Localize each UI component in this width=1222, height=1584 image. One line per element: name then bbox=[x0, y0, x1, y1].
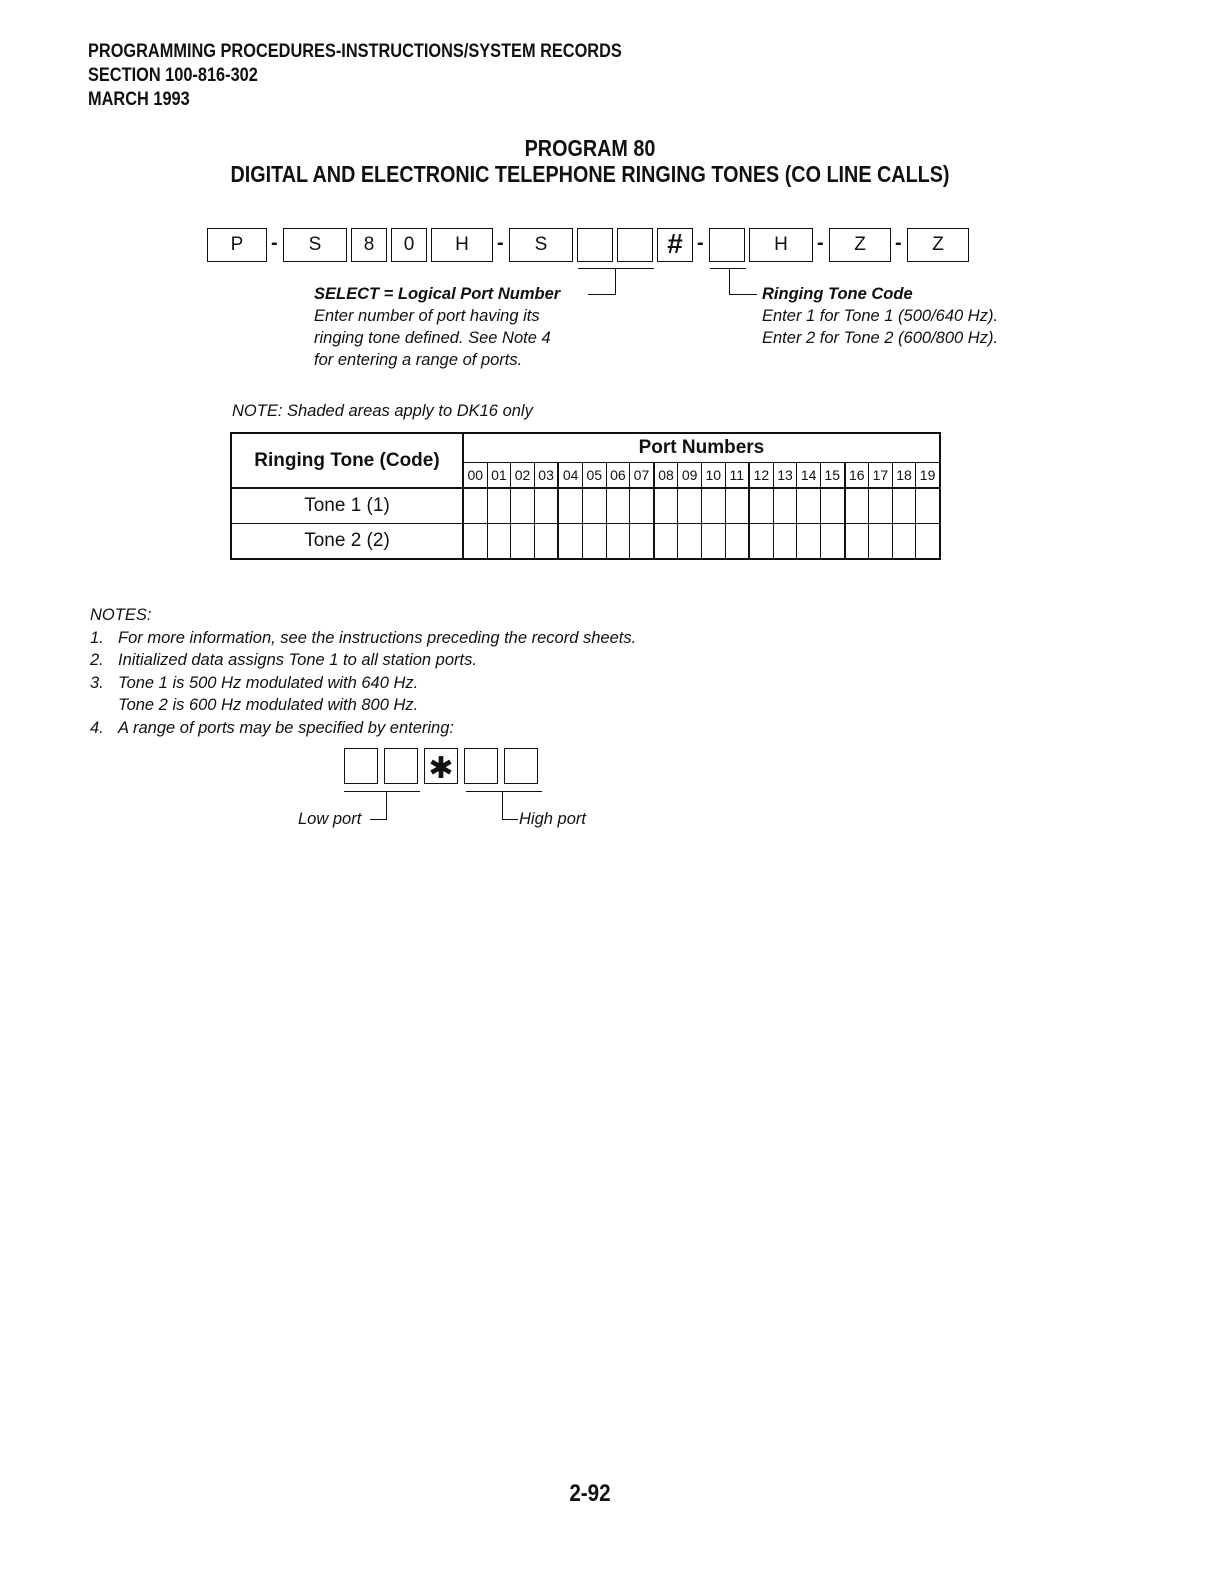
port-number: 12 bbox=[749, 463, 773, 489]
port-bracket bbox=[578, 268, 654, 269]
key-z: Z bbox=[829, 228, 891, 262]
entry-cell bbox=[582, 488, 606, 524]
entry-cell bbox=[678, 524, 702, 560]
entry-cell bbox=[463, 488, 487, 524]
entry-cell bbox=[916, 488, 940, 524]
port-number: 16 bbox=[845, 463, 869, 489]
low-leader-horizontal bbox=[370, 819, 387, 820]
port-number: 08 bbox=[654, 463, 678, 489]
key-z: Z bbox=[907, 228, 969, 262]
notes-list bbox=[90, 627, 636, 740]
page-number: 2-92 bbox=[569, 1480, 611, 1507]
entry-cell bbox=[630, 488, 654, 524]
key-8: 8 bbox=[351, 228, 387, 262]
key-s: S bbox=[283, 228, 347, 262]
entry-cell bbox=[845, 488, 869, 524]
header-date: MARCH 1993 bbox=[88, 89, 190, 110]
entry-cell bbox=[773, 524, 797, 560]
port-number: 17 bbox=[869, 463, 893, 489]
high-leader-horizontal bbox=[502, 819, 518, 820]
entry-cell bbox=[725, 524, 749, 560]
tone-bracket bbox=[710, 268, 746, 269]
key-sequence bbox=[207, 228, 997, 264]
entry-cell bbox=[869, 488, 893, 524]
note-item bbox=[90, 649, 636, 672]
key-h: H bbox=[431, 228, 493, 262]
star-key-icon: ✱ bbox=[424, 748, 458, 784]
entry-cell bbox=[678, 488, 702, 524]
low-port-label: Low port bbox=[298, 810, 362, 828]
note-text: Initialized data assigns Tone 1 to all station ports. bbox=[118, 651, 477, 669]
key-p: P bbox=[207, 228, 267, 262]
program-name: DIGITAL AND ELECTRONIC TELEPHONE RINGING TONES (CO LINE CALLS) bbox=[230, 161, 950, 187]
key-blank-port-2 bbox=[617, 228, 653, 262]
key-dash: - bbox=[697, 232, 704, 254]
tone-1-label: Tone 1 (1) bbox=[231, 488, 463, 524]
port-numbers-header: Port Numbers bbox=[463, 433, 940, 463]
entry-cell bbox=[892, 524, 916, 560]
entry-cell bbox=[558, 488, 582, 524]
note-number: 1. bbox=[90, 628, 104, 647]
key-s: S bbox=[509, 228, 573, 262]
entry-cell bbox=[487, 524, 511, 560]
tone-leader-horizontal bbox=[729, 294, 757, 295]
high-port-label: High port bbox=[519, 810, 586, 828]
entry-cell bbox=[534, 488, 558, 524]
port-number: 05 bbox=[582, 463, 606, 489]
entry-cell bbox=[511, 488, 535, 524]
note-item bbox=[90, 672, 636, 717]
range-high-digit-2 bbox=[504, 748, 538, 784]
port-number: 09 bbox=[678, 463, 702, 489]
port-leader-vertical bbox=[615, 268, 616, 294]
key-dash: - bbox=[817, 232, 824, 254]
port-number: 00 bbox=[463, 463, 487, 489]
low-bracket bbox=[344, 791, 420, 792]
port-leader-horizontal bbox=[588, 294, 616, 295]
entry-cell bbox=[820, 524, 844, 560]
port-number: 14 bbox=[797, 463, 821, 489]
key-blank-tone bbox=[709, 228, 745, 262]
key-h: H bbox=[749, 228, 813, 262]
range-low-digit-2 bbox=[384, 748, 418, 784]
key-dash: - bbox=[271, 232, 278, 254]
key-blank-port-1 bbox=[577, 228, 613, 262]
select-line: for entering a range of ports. bbox=[314, 351, 523, 369]
port-number: 13 bbox=[773, 463, 797, 489]
row-header: Ringing Tone (Code) bbox=[231, 433, 463, 488]
key-dash: - bbox=[497, 232, 504, 254]
notes-section bbox=[90, 604, 636, 739]
entry-cell bbox=[630, 524, 654, 560]
port-number: 02 bbox=[511, 463, 535, 489]
entry-cell bbox=[701, 488, 725, 524]
key-0: 0 bbox=[391, 228, 427, 262]
header-title: PROGRAMMING PROCEDURES-INSTRUCTIONS/SYSTEM RECORDS bbox=[88, 41, 622, 62]
port-range-sequence bbox=[344, 748, 544, 786]
shaded-note: NOTE: Shaded areas apply to DK16 only bbox=[232, 402, 533, 420]
tone-code-line: Enter 1 for Tone 1 (500/640 Hz). bbox=[762, 307, 999, 325]
table-row bbox=[231, 524, 940, 560]
note-number: 2. bbox=[90, 651, 104, 669]
select-annotation bbox=[314, 283, 560, 371]
range-low-digit-1 bbox=[344, 748, 378, 784]
tone-code-heading: Ringing Tone Code bbox=[762, 285, 913, 303]
entry-cell bbox=[654, 488, 678, 524]
entry-cell bbox=[582, 524, 606, 560]
select-line: ringing tone defined. See Note 4 bbox=[314, 329, 551, 347]
note-text: For more information, see the instructions preceding the record sheets. bbox=[118, 628, 637, 647]
entry-cell bbox=[916, 524, 940, 560]
note-number: 3. bbox=[90, 673, 104, 692]
header-section: SECTION 100-816-302 bbox=[88, 65, 258, 86]
program-title bbox=[0, 135, 1180, 187]
entry-cell bbox=[463, 524, 487, 560]
note-item bbox=[90, 717, 636, 740]
note-number: 4. bbox=[90, 718, 104, 737]
entry-cell bbox=[511, 524, 535, 560]
entry-cell bbox=[487, 488, 511, 524]
tone-leader-vertical bbox=[729, 268, 730, 294]
ringing-tone-record-table bbox=[230, 432, 941, 560]
entry-cell bbox=[725, 488, 749, 524]
entry-cell bbox=[797, 488, 821, 524]
key-hash: # bbox=[657, 228, 693, 262]
document-header bbox=[88, 40, 808, 112]
note-text: A range of ports may be specified by entering: bbox=[118, 718, 454, 737]
entry-cell bbox=[534, 524, 558, 560]
note-text: Tone 2 is 600 Hz modulated with 800 Hz. bbox=[118, 696, 419, 714]
tone-code-line: Enter 2 for Tone 2 (600/800 Hz). bbox=[762, 329, 999, 347]
entry-cell bbox=[797, 524, 821, 560]
program-number: PROGRAM 80 bbox=[524, 135, 656, 161]
entry-cell bbox=[701, 524, 725, 560]
select-heading: SELECT = Logical Port Number bbox=[314, 285, 561, 303]
port-number: 18 bbox=[892, 463, 916, 489]
table-row bbox=[231, 488, 940, 524]
port-number: 19 bbox=[916, 463, 940, 489]
low-leader-vertical bbox=[386, 791, 387, 819]
entry-cell bbox=[654, 524, 678, 560]
entry-cell bbox=[845, 524, 869, 560]
note-item bbox=[90, 627, 636, 650]
port-number: 15 bbox=[820, 463, 844, 489]
entry-cell bbox=[773, 488, 797, 524]
port-number: 03 bbox=[534, 463, 558, 489]
port-number: 04 bbox=[558, 463, 582, 489]
range-high-digit-1 bbox=[464, 748, 498, 784]
port-number: 11 bbox=[725, 463, 749, 489]
note-text: Tone 1 is 500 Hz modulated with 640 Hz. bbox=[118, 673, 419, 692]
port-number: 01 bbox=[487, 463, 511, 489]
port-number: 06 bbox=[606, 463, 630, 489]
notes-heading: NOTES: bbox=[90, 606, 152, 624]
entry-cell bbox=[820, 488, 844, 524]
entry-cell bbox=[869, 524, 893, 560]
select-line: Enter number of port having its bbox=[314, 307, 540, 325]
port-number: 10 bbox=[701, 463, 725, 489]
high-leader-vertical bbox=[502, 791, 503, 819]
entry-cell bbox=[558, 524, 582, 560]
tone-2-label: Tone 2 (2) bbox=[231, 524, 463, 560]
entry-cell bbox=[749, 524, 773, 560]
entry-cell bbox=[606, 488, 630, 524]
entry-cell bbox=[606, 524, 630, 560]
port-number: 07 bbox=[630, 463, 654, 489]
tone-code-annotation bbox=[762, 283, 998, 349]
key-dash: - bbox=[895, 232, 902, 254]
entry-cell bbox=[892, 488, 916, 524]
entry-cell bbox=[749, 488, 773, 524]
high-bracket bbox=[466, 791, 542, 792]
